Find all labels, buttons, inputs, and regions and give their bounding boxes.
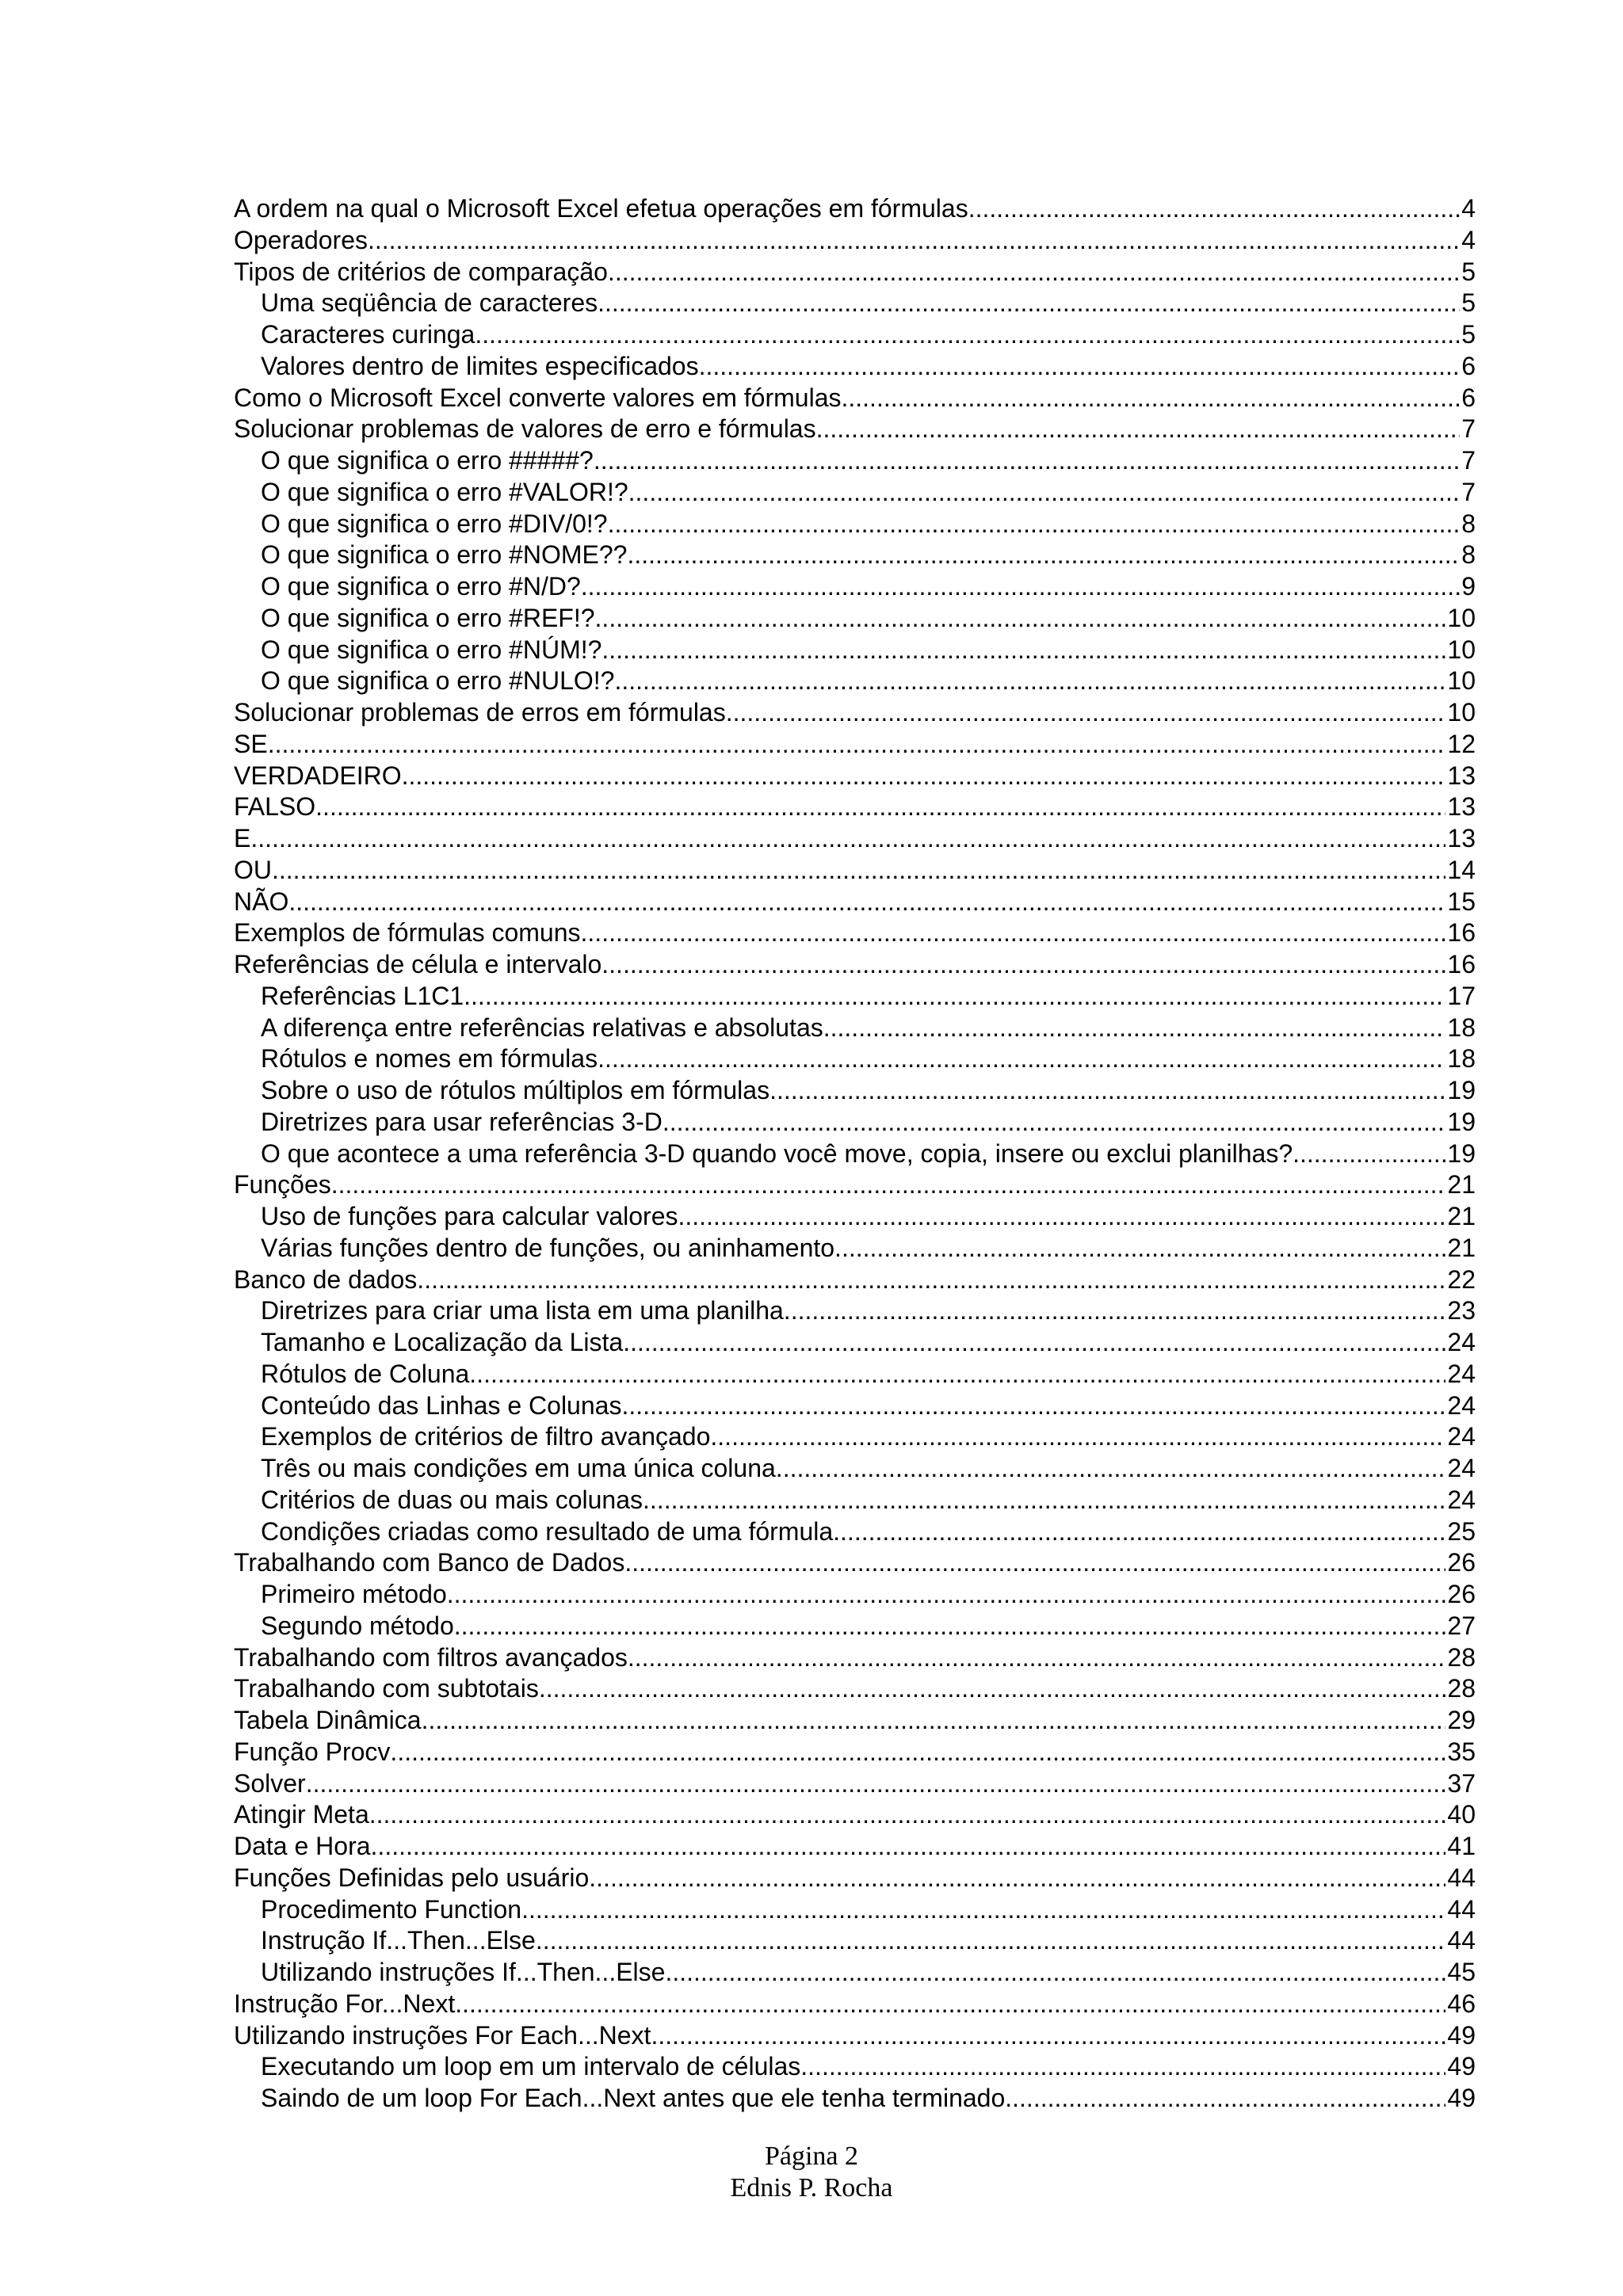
toc-dot-leader [390, 1737, 1445, 1768]
toc-entry[interactable] [234, 697, 1476, 729]
toc-dot-leader [331, 1169, 1446, 1201]
toc-entry-page-number: 7 [1461, 477, 1476, 506]
toc-dot-leader [464, 981, 1445, 1013]
toc-entry[interactable] [234, 1579, 1476, 1611]
toc-dot-leader [968, 193, 1461, 225]
toc-entry-page-number: 40 [1447, 1800, 1476, 1829]
toc-entry[interactable] [234, 383, 1476, 414]
toc-dot-leader [417, 1264, 1445, 1296]
toc-entry-title: Exemplos de critérios de filtro avançado [261, 1422, 711, 1451]
toc-entry-title: OU [234, 855, 272, 884]
toc-entry-page-number: 21 [1447, 1202, 1476, 1230]
toc-entry[interactable] [234, 949, 1476, 981]
toc-entry-page-number: 37 [1447, 1768, 1476, 1798]
toc-dot-leader [601, 635, 1445, 666]
toc-entry-page-number: 41 [1447, 1832, 1476, 1860]
toc-entry-title: O que significa o erro #####? [261, 446, 594, 475]
toc-entry[interactable] [234, 1925, 1476, 1957]
toc-entry-title: Caracteres curinga [261, 320, 475, 349]
toc-dot-leader [834, 1233, 1445, 1264]
toc-entry-page-number: 16 [1447, 918, 1476, 948]
toc-entry-page-number: 44 [1447, 1894, 1476, 1924]
toc-entry-page-number: 14 [1447, 855, 1476, 884]
toc-entry-page-number: 26 [1447, 1548, 1476, 1577]
toc-entry-page-number: 6 [1461, 351, 1476, 380]
toc-entry-title: Segundo método [261, 1611, 454, 1640]
toc-dot-leader [601, 949, 1445, 981]
toc-entry-page-number: 46 [1447, 1989, 1476, 2018]
toc-entry[interactable] [234, 1799, 1476, 1831]
toc-entry-title: Condições criadas como resultado de uma fórmula [261, 1516, 834, 1546]
toc-entry-title: Solucionar problemas de erros em fórmulas [234, 698, 726, 727]
toc-dot-leader [598, 288, 1460, 319]
toc-entry[interactable] [234, 509, 1476, 540]
toc-dot-leader [422, 1705, 1446, 1737]
toc-dot-leader [841, 383, 1460, 414]
toc-entry-title: Tabela Dinâmica [234, 1706, 422, 1734]
toc-entry-page-number: 17 [1447, 981, 1476, 1010]
toc-dot-leader [614, 666, 1445, 697]
toc-entry[interactable] [234, 791, 1476, 823]
toc-entry[interactable] [234, 1233, 1476, 1264]
toc-dot-leader [624, 1547, 1445, 1579]
toc-dot-leader [621, 1390, 1445, 1422]
toc-entry-page-number: 49 [1447, 2020, 1476, 2050]
toc-entry-title: Diretrizes para criar uma lista em uma planilha [261, 1296, 784, 1325]
toc-dot-leader [608, 257, 1460, 288]
toc-entry-title: Rótulos de Coluna [261, 1359, 470, 1388]
toc-entry-page-number: 8 [1461, 540, 1476, 570]
toc-entry-page-number: 22 [1447, 1264, 1476, 1294]
toc-entry-title: Procedimento Function [261, 1894, 522, 1924]
toc-dot-leader [776, 1453, 1446, 1485]
toc-entry-page-number: 24 [1447, 1422, 1476, 1451]
toc-entry[interactable] [234, 1043, 1476, 1075]
toc-entry[interactable] [234, 2083, 1476, 2115]
toc-entry[interactable] [234, 1390, 1476, 1422]
toc-entry-title: Trabalhando com filtros avançados [234, 1642, 628, 1672]
toc-dot-leader [536, 1925, 1446, 1957]
toc-entry-page-number: 19 [1447, 1107, 1476, 1136]
footer-author: Ednis P. Rocha [730, 2173, 893, 2203]
toc-entry[interactable] [234, 1547, 1476, 1579]
toc-entry-title: Primeiro método [261, 1580, 447, 1608]
toc-dot-leader [710, 1421, 1445, 1453]
toc-dot-leader [1293, 1138, 1445, 1170]
toc-entry[interactable] [234, 1516, 1476, 1548]
toc-entry-title: Sobre o uso de rótulos múltiplos em fórmulas [261, 1076, 770, 1104]
toc-entry-page-number: 45 [1447, 1958, 1476, 1986]
toc-dot-leader [521, 1894, 1445, 1926]
toc-entry-page-number: 44 [1447, 1926, 1476, 1955]
toc-entry-title: Três ou mais condições em uma única coluna [261, 1454, 776, 1482]
toc-entry-title: Função Procv [234, 1737, 391, 1766]
toc-entry[interactable] [234, 319, 1476, 351]
toc-dot-leader [402, 761, 1446, 792]
toc-dot-leader [628, 477, 1461, 509]
toc-dot-leader [800, 2051, 1445, 2083]
toc-dot-leader [315, 791, 1445, 823]
toc-entry-page-number: 9 [1461, 572, 1476, 601]
toc-entry-title: O que significa o erro #DIV/0!? [261, 509, 608, 538]
toc-entry-page-number: 5 [1461, 288, 1476, 318]
toc-entry-title: O que acontece a uma referência 3-D quando você move, copia, insere ou exclui planilhas? [261, 1138, 1293, 1168]
toc-entry-title: Solver [234, 1768, 306, 1798]
toc-entry-title: Atingir Meta [234, 1800, 369, 1829]
toc-entry[interactable] [234, 571, 1476, 603]
toc-entry-page-number: 18 [1447, 1044, 1476, 1074]
toc-entry-title: FALSO [234, 792, 316, 822]
toc-entry-page-number: 4 [1461, 225, 1476, 254]
toc-entry[interactable] [234, 1327, 1476, 1359]
toc-entry[interactable] [234, 477, 1476, 509]
toc-dot-leader [678, 1201, 1446, 1233]
toc-entry[interactable] [234, 193, 1476, 225]
toc-entry-page-number: 8 [1461, 509, 1476, 538]
toc-dot-leader [623, 1327, 1445, 1359]
toc-entry-title: Trabalhando com subtotais [234, 1674, 539, 1703]
toc-entry-page-number: 12 [1447, 729, 1476, 758]
toc-dot-leader [1005, 2083, 1445, 2115]
toc-entry[interactable] [234, 1295, 1476, 1327]
toc-entry-page-number: 21 [1447, 1170, 1476, 1199]
toc-entry[interactable] [234, 917, 1476, 949]
toc-entry-page-number: 24 [1447, 1359, 1476, 1388]
toc-entry-title: Como o Microsoft Excel converte valores em fórmulas [234, 383, 842, 412]
toc-entry[interactable] [234, 1894, 1476, 1926]
toc-entry-title: Solucionar problemas de valores de erro e fórmulas [234, 414, 816, 444]
toc-entry-title: O que significa o erro #NOME?? [261, 540, 628, 570]
toc-entry[interactable] [234, 981, 1476, 1013]
toc-dot-leader [651, 2020, 1445, 2052]
toc-entry-title: A diferença entre referências relativas e absolutas [261, 1013, 823, 1042]
toc-entry[interactable] [234, 2020, 1476, 2052]
toc-entry-page-number: 13 [1447, 824, 1476, 852]
toc-entry[interactable] [234, 729, 1476, 761]
toc-dot-leader [369, 1799, 1446, 1831]
toc-entry[interactable] [234, 1485, 1476, 1516]
toc-dot-leader [368, 225, 1460, 257]
toc-dot-leader [250, 823, 1445, 855]
toc-entry[interactable] [234, 1957, 1476, 1989]
toc-dot-leader [663, 1107, 1446, 1138]
toc-entry-title: Funções Definidas pelo usuário [234, 1863, 590, 1892]
toc-entry-title: VERDADEIRO [234, 761, 402, 790]
toc-entry-title: E [234, 824, 251, 852]
toc-dot-leader [589, 1863, 1445, 1894]
toc-entry[interactable] [234, 1138, 1476, 1170]
toc-entry[interactable] [234, 1359, 1476, 1390]
toc-dot-leader [447, 1579, 1446, 1611]
toc-dot-leader [833, 1516, 1445, 1548]
toc-entry-page-number: 16 [1447, 950, 1476, 978]
toc-entry[interactable] [234, 288, 1476, 319]
toc-entry-page-number: 24 [1447, 1328, 1476, 1356]
toc-dot-leader [823, 1013, 1446, 1044]
toc-entry[interactable] [234, 1075, 1476, 1107]
toc-entry[interactable] [234, 225, 1476, 257]
toc-entry[interactable] [234, 1013, 1476, 1044]
toc-entry[interactable] [234, 1705, 1476, 1737]
toc-dot-leader [475, 319, 1460, 351]
toc-entry-title: Data e Hora [234, 1832, 371, 1860]
toc-entry-page-number: 24 [1447, 1454, 1476, 1482]
toc-entry[interactable] [234, 1989, 1476, 2020]
toc-entry-title: Várias funções dentro de funções, ou aninhamento [261, 1233, 835, 1262]
toc-entry-title: Referências L1C1 [261, 981, 464, 1010]
toc-dot-leader [581, 917, 1446, 949]
toc-entry[interactable] [234, 1673, 1476, 1705]
toc-entry-page-number: 10 [1447, 698, 1476, 727]
toc-entry[interactable] [234, 1611, 1476, 1642]
toc-dot-leader [726, 697, 1446, 729]
toc-entry[interactable] [234, 1768, 1476, 1800]
toc-entry-title: SE [234, 729, 268, 758]
toc-dot-leader [643, 1485, 1445, 1516]
toc-dot-leader [581, 571, 1460, 603]
toc-entry-page-number: 19 [1447, 1076, 1476, 1104]
toc-entry-title: A ordem na qual o Microsoft Excel efetua operações em fórmulas [234, 194, 968, 223]
toc-entry-title: Referências de célula e intervalo [234, 950, 602, 978]
toc-entry-page-number: 23 [1447, 1296, 1476, 1325]
toc-dot-leader [594, 445, 1460, 477]
toc-entry[interactable] [234, 1453, 1476, 1485]
toc-entry-title: Rótulos e nomes em fórmulas [261, 1044, 598, 1074]
toc-entry-title: Exemplos de fórmulas comuns [234, 918, 581, 948]
toc-entry-title: O que significa o erro #NÚM!? [261, 635, 602, 664]
toc-entry-title: Executando um loop em um intervalo de células [261, 2052, 801, 2081]
toc-dot-leader [272, 855, 1445, 887]
toc-entry[interactable] [234, 855, 1476, 887]
toc-entry-page-number: 15 [1447, 887, 1476, 916]
toc-dot-leader [628, 1642, 1446, 1674]
toc-entry-page-number: 24 [1447, 1485, 1476, 1514]
toc-dot-leader [665, 1957, 1445, 1989]
toc-entry[interactable] [234, 603, 1476, 635]
toc-entry-title: Valores dentro de limites especificados [261, 351, 699, 380]
toc-entry-page-number: 7 [1461, 446, 1476, 475]
toc-entry[interactable] [234, 1169, 1476, 1201]
toc-entry-page-number: 4 [1461, 194, 1476, 223]
toc-entry-page-number: 28 [1447, 1642, 1476, 1672]
toc-entry-page-number: 49 [1447, 2084, 1476, 2112]
footer-page-number: Página 2 [764, 2142, 859, 2171]
toc-dot-leader [627, 540, 1460, 571]
toc-entry-title: O que significa o erro #REF!? [261, 603, 595, 632]
toc-entry-page-number: 49 [1447, 2052, 1476, 2081]
toc-dot-leader [784, 1295, 1446, 1327]
toc-dot-leader [455, 1989, 1445, 2020]
toc-dot-leader [469, 1359, 1445, 1390]
toc-entry-page-number: 13 [1447, 761, 1476, 790]
toc-dot-leader [306, 1768, 1446, 1800]
toc-entry-title: Tamanho e Localização da Lista [261, 1328, 624, 1356]
toc-entry-page-number: 5 [1461, 320, 1476, 349]
toc-entry-page-number: 29 [1447, 1706, 1476, 1734]
toc-entry[interactable] [234, 414, 1476, 445]
toc-entry-page-number: 10 [1447, 603, 1476, 632]
toc-entry-title: NÃO [234, 887, 289, 916]
toc-entry[interactable] [234, 1737, 1476, 1768]
toc-dot-leader [595, 603, 1446, 635]
toc-entry-title: O que significa o erro #NULO!? [261, 666, 615, 696]
toc-entry[interactable] [234, 540, 1476, 571]
toc-entry-title: Critérios de duas ou mais colunas [261, 1485, 643, 1514]
toc-entry[interactable] [234, 1264, 1476, 1296]
toc-entry-page-number: 18 [1447, 1013, 1476, 1042]
toc-entry-page-number: 6 [1461, 383, 1476, 412]
toc-entry-page-number: 21 [1447, 1233, 1476, 1262]
toc-entry[interactable] [234, 1642, 1476, 1674]
toc-entry[interactable] [234, 351, 1476, 383]
toc-entry[interactable] [234, 445, 1476, 477]
toc-dot-leader [268, 729, 1446, 761]
toc-entry[interactable] [234, 2051, 1476, 2083]
toc-dot-leader [454, 1611, 1446, 1642]
toc-entry-page-number: 44 [1447, 1863, 1476, 1892]
toc-dot-leader [371, 1831, 1446, 1863]
toc-entry-title: Operadores [234, 225, 368, 254]
toc-entry[interactable] [234, 1831, 1476, 1863]
toc-entry[interactable] [234, 666, 1476, 697]
toc-dot-leader [539, 1673, 1446, 1705]
toc-entry-title: Saindo de um loop For Each...Next antes que ele tenha terminado [261, 2084, 1006, 2112]
toc-entry-page-number: 10 [1447, 666, 1476, 696]
toc-entry[interactable] [234, 1201, 1476, 1233]
toc-entry-title: Instrução If...Then...Else [261, 1926, 536, 1955]
toc-entry-page-number: 13 [1447, 792, 1476, 822]
toc-entry-page-number: 10 [1447, 635, 1476, 664]
toc-entry[interactable] [234, 761, 1476, 792]
toc-entry[interactable] [234, 1863, 1476, 1894]
toc-entry-page-number: 26 [1447, 1580, 1476, 1608]
toc-entry-page-number: 28 [1447, 1674, 1476, 1703]
toc-entry-page-number: 35 [1447, 1737, 1476, 1766]
toc-entry[interactable] [234, 1421, 1476, 1453]
toc-dot-leader [288, 887, 1445, 918]
toc-entry-page-number: 25 [1447, 1516, 1476, 1546]
toc-entry-page-number: 5 [1461, 257, 1476, 286]
table-of-contents [234, 193, 1476, 2115]
toc-entry-title: O que significa o erro #VALOR!? [261, 477, 628, 506]
toc-entry-page-number: 24 [1447, 1390, 1476, 1420]
toc-entry-title: Utilizando instruções If...Then...Else [261, 1958, 666, 1986]
toc-entry-title: Conteúdo das Linhas e Colunas [261, 1390, 622, 1420]
toc-entry-title: Tipos de critérios de comparação [234, 257, 608, 286]
toc-entry-title: Trabalhando com Banco de Dados [234, 1548, 625, 1577]
toc-entry-page-number: 7 [1461, 414, 1476, 444]
toc-entry-title: Uma seqüência de caracteres [261, 288, 598, 318]
toc-dot-leader [598, 1043, 1445, 1075]
toc-entry-title: Diretrizes para usar referências 3-D [261, 1107, 663, 1136]
toc-entry-page-number: 19 [1447, 1138, 1476, 1168]
toc-dot-leader [699, 351, 1461, 383]
toc-entry-page-number: 27 [1447, 1611, 1476, 1640]
toc-entry[interactable] [234, 887, 1476, 918]
toc-entry-title: O que significa o erro #N/D? [261, 572, 581, 601]
toc-entry[interactable] [234, 1107, 1476, 1138]
toc-entry[interactable] [234, 635, 1476, 666]
toc-dot-leader [816, 414, 1461, 445]
toc-entry-title: Uso de funções para calcular valores [261, 1202, 678, 1230]
toc-entry-title: Banco de dados [234, 1264, 418, 1294]
toc-entry[interactable] [234, 257, 1476, 288]
toc-dot-leader [769, 1075, 1445, 1107]
toc-entry-title: Funções [234, 1170, 331, 1199]
toc-entry-title: Utilizando instruções For Each...Next [234, 2020, 651, 2050]
toc-entry-title: Instrução For...Next [234, 1989, 456, 2018]
toc-entry[interactable] [234, 823, 1476, 855]
toc-dot-leader [608, 509, 1461, 540]
